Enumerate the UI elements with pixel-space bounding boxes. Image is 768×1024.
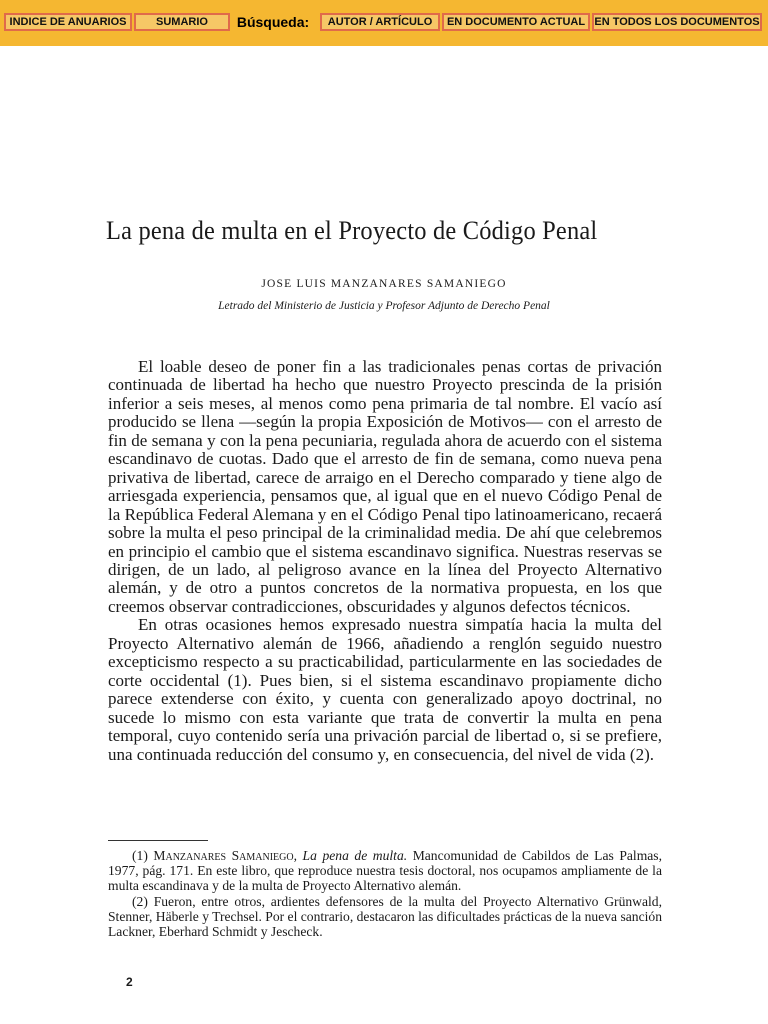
- index-of-yearbooks-button[interactable]: INDICE DE ANUARIOS: [4, 13, 132, 31]
- footnote-text: Fueron, entre otros, ardientes defensores de la multa del Proyecto Alternativo Grünwald, Stenner, Häberle y Trechsel. Por el contrario, destacaron las dificultades prácticas de la nueva sanción Lackner, Eberhard Schmidt y Jescheck.: [108, 893, 662, 940]
- navigation-toolbar: [0, 0, 768, 46]
- article-author: JOSE LUIS MANZANARES SAMANIEGO: [261, 278, 507, 290]
- search-current-document-button[interactable]: EN DOCUMENTO ACTUAL: [442, 13, 590, 31]
- search-all-documents-button[interactable]: EN TODOS LOS DOCUMENTOS: [592, 13, 762, 31]
- footnote-author: Manzanares Samaniego,: [153, 848, 297, 863]
- search-label: Búsqueda:: [236, 14, 310, 30]
- author-affiliation: Letrado del Ministerio de Justicia y Profesor Adjunto de Derecho Penal: [218, 300, 550, 312]
- article-body: [108, 358, 662, 764]
- article-title: La pena de multa en el Proyecto de Código Penal: [106, 216, 598, 245]
- body-paragraph: En otras ocasiones hemos expresado nuestra simpatía hacia la multa del Proyecto Alternativo alemán de 1966, añadiendo a renglón seguido nuestro excepticismo respecto a su practicabilidad, particularmente en las sociedades de corte occidental (1). Pues bien, si el sistema escandinavo propiamente dicho parece extenderse con éxito, y cuenta con generalizado apoyo doctrinal, no sucede lo mismo con esta variante que trata de convertir la multa en pena temporal, cuyo contenido sería una privación parcial de libertad o, si se prefiere, una continuada reducción del consumo y, en consecuencia, del nivel de vida (2).: [108, 615, 662, 764]
- footnote-1: [108, 848, 662, 894]
- footnote-2: [108, 894, 662, 940]
- footnote-work-title: La pena de multa.: [302, 848, 408, 863]
- footnote-text: Mancomunidad de Cabildos de Las Palmas, 1977, pág. 171. En este libro, que reproduce nuestra tesis doctoral, nos ocupamos ampliamente de la multa escandinava y de la multa de Proyecto Alternativo alemán.: [108, 848, 662, 894]
- page-number: 2: [126, 975, 133, 989]
- summary-button[interactable]: SUMARIO: [134, 13, 230, 31]
- footnote-mark: (1): [132, 848, 148, 863]
- footnotes: [108, 848, 662, 939]
- footnote-mark: (2): [132, 893, 148, 909]
- author-article-search-button[interactable]: AUTOR / ARTÍCULO: [320, 13, 440, 31]
- body-paragraph: El loable deseo de poner fin a las tradicionales penas cortas de privación continuada de libertad ha hecho que nuestro Proyecto prescinda de la prisión inferior a seis meses, al menos como pena primaria de tal nombre. El vacío así producido se llena —según la propia Exposición de Motivos— con el arresto de fin de semana y con la pena pecuniaria, regulada ahora de acuerdo con el sistema escandinavo de cuotas. Dado que el arresto de fin de semana, como nueva pena privativa de libertad, carece de arraigo en el Derecho comparado y tiene algo de arriesgada experiencia, pensamos que, al igual que en el nuevo Código Penal de la República Federal Alemana y en el Código Penal tipo latinoamericano, recaerá sobre la multa el peso principal de la criminalidad media. De ahí que celebremos en principio el cambio que el sistema escandinavo significa. Nuestras reservas se dirigen, de un lado, al peligroso avance en la línea del Proyecto Alternativo alemán, y de otro a puntos concretos de la normativa propuesta, en los que creemos observar contradicciones, obscuridades y algunos defectos técnicos.: [108, 357, 662, 616]
- footnote-divider: [108, 840, 208, 841]
